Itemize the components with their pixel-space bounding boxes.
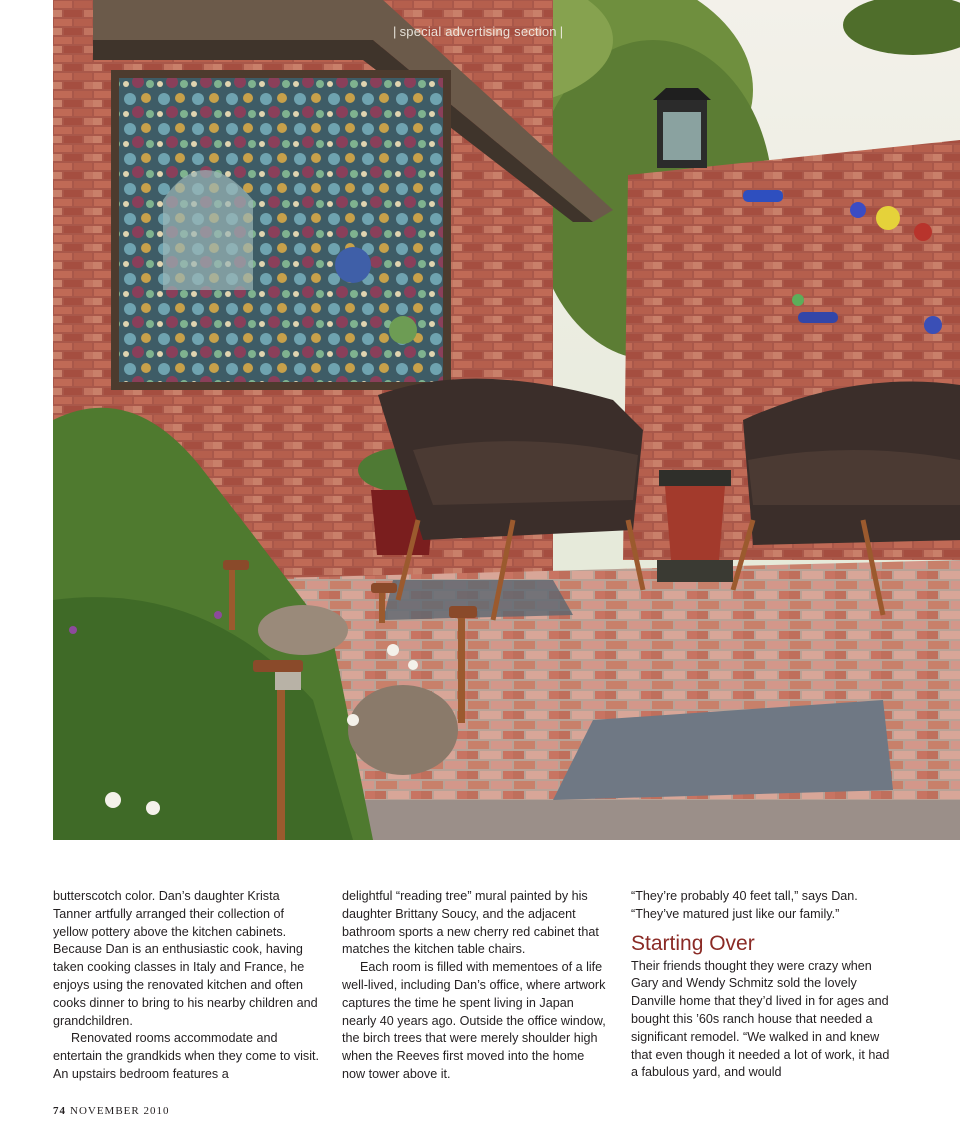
issue-date: NOVEMBER 2010 [70,1105,170,1117]
special-advertising-section-label [390,24,566,39]
paragraph: Renovated rooms accommodate and entertain the grandkids when they come to visit. An upstairs bedroom features a [53,1031,320,1081]
divider-bar: | [559,24,564,39]
garden-patio-photo [53,0,960,840]
page-folio [53,1105,169,1117]
paragraph: Their friends thought they were crazy when Gary and Wendy Schmitz sold the lovely Danville home that they’d lived in for ages and bought this ’60s ranch house that needed a significant remodel. “We walked in and knew that even though it needed a lot of work, it had a fabulous yard, and would [631,958,890,1080]
section-heading: Starting Over [631,931,755,955]
page-number: 74 [53,1105,66,1117]
paragraph: butterscotch color. Dan’s daughter Krista Tanner artfully arranged their collection of yellow pottery above the kitchen cabinets. Because Dan is an enthusiastic cook, having taken cooking classes in Italy and France, he enjoys using the renovated kitchen and often cooks dinner to bring to his nearby children and grandchildren. [53,889,318,1028]
paragraph: Each room is filled with mementoes of a life well-lived, including Dan’s office, where artwork captures the time he spent living in Japan nearly 40 years ago. Outside the office window, the birch trees that were merely shoulder high when the Reeves first moved into the home now tower above it. [342,960,606,1081]
paragraph: “They’re probably 40 feet tall,” says Dan. “They’ve matured just like our family.” [631,889,858,921]
article-column-2 [342,888,610,1084]
divider-bar: | [393,24,397,39]
ad-label-text: special advertising section [399,24,557,39]
article-column-3 [631,888,899,1082]
paragraph: delightful “reading tree” mural painted by his daughter Brittany Soucy, and the adjacent bathroom sports a new cherry red cabinet that matches the kitchen table chairs. [342,889,599,957]
article-column-1 [53,888,321,1084]
